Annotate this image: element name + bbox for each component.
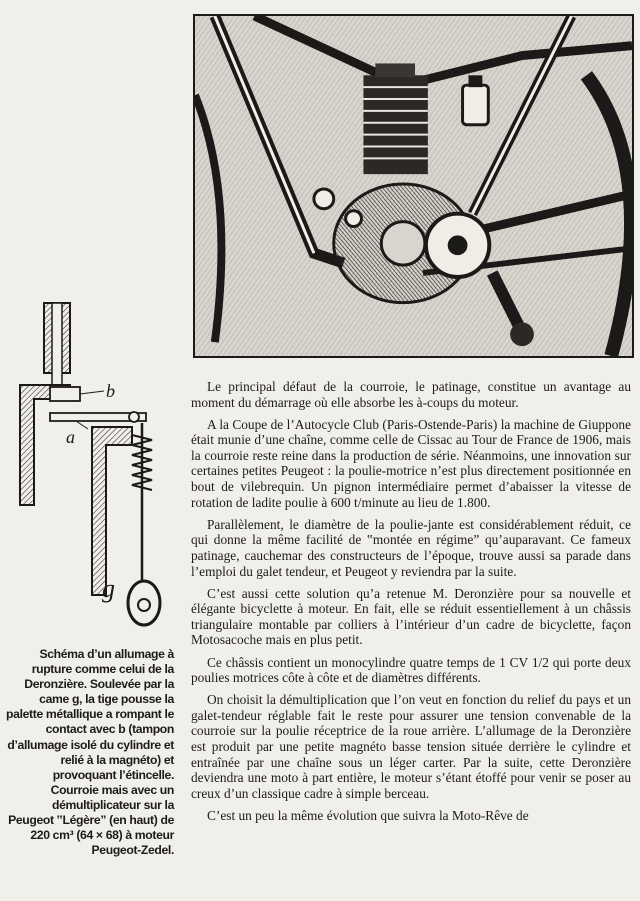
paragraph: Parallèlement, le diamètre de la poulie-jante est considérablement réduit, ce qui donne la même facilité de ‟montée en régime” qu’auparavant. Ce fameux patinage, cauchemar des constructeurs de l’époque, trouve aussi sa parade dans l’emploi du galet tendeur, et Peugeot y reviendra par la suite. — [191, 516, 631, 579]
article-body — [191, 379, 631, 830]
ignition-diagram — [6, 295, 178, 633]
engine-engraving — [195, 16, 632, 356]
paragraph: C’est un peu la même évolution que suivra la Moto-Rêve de — [207, 807, 529, 823]
label-a: a — [66, 427, 75, 447]
paragraph: Le principal défaut de la courroie, le patinage, constitue un avantage au moment du démarrage où elle absorbe les à-coups du moteur. — [191, 379, 631, 410]
paragraph: On choisit la démultiplication que l’on veut en fonction du relief du pays et un galet-tendeur réglable fait le reste pour assurer une tension convenable de la courroie sur la poulie réceptrice de la roue arrière. L’allumage de la Deronzière est produit par une petite magnéto basse tension située derrière le cylindre et entraînée par une chaîne sous un léger carter. Par la suite, cette Deronzière deviendra une moto à part entière, le moteur s’étant étoffé pour venir se poser au creux d’un classique cadre à simple berceau. — [191, 692, 631, 801]
paragraph: A la Coupe de l’Autocycle Club (Paris-Ostende-Paris) la machine de Giuppone était munie d’une chaîne, comme celle de Cissac au Tour de France de 1906, mais la courroie reste reine dans la production de série. Néanmoins, une innovation sur certaines petites Peugeot : la poulie-motrice n’est plus directement positionnée en bout de vilebrequin. Un pignon intermédiaire permet d’abaisser la vitesse de rotation de ladite poulie à 600 t/minute au lieu de 1.800. — [191, 416, 631, 510]
ignition-schematic — [6, 295, 178, 633]
figure-caption: Schéma d’un allumage à rupture comme celui de la Deronzière. Soulevée par la came g, la tige pousse la palette métallique a rompant le contact avec b (tampon d’allumage isolé du cylindre et relié à la magnéto) et provoquant l’étincelle. Courroie mais avec un démultiplicateur sur la Peugeot ‟Légère” (en haut) de 220 cm³ (64 × 68) à moteur Peugeot-Zedel. — [6, 647, 174, 858]
paragraph: C’est aussi cette solution qu’a retenue M. Deronzière pour sa nouvelle et élégante bicyclette à moteur. En fait, elle se réduit essentiellement à un châssis triangulaire montable par colliers à l’intérieur d’un cadre de bicyclette, façon Motosacoche mais en plus petit. — [191, 585, 631, 648]
paragraph: Ce châssis contient un monocylindre quatre temps de 1 CV 1/2 qui porte deux poulies motrices côte à côte et de diamètres différents. — [191, 654, 631, 686]
label-g: g — [102, 574, 115, 603]
label-b: b — [106, 381, 115, 401]
engine-illustration — [193, 14, 634, 358]
